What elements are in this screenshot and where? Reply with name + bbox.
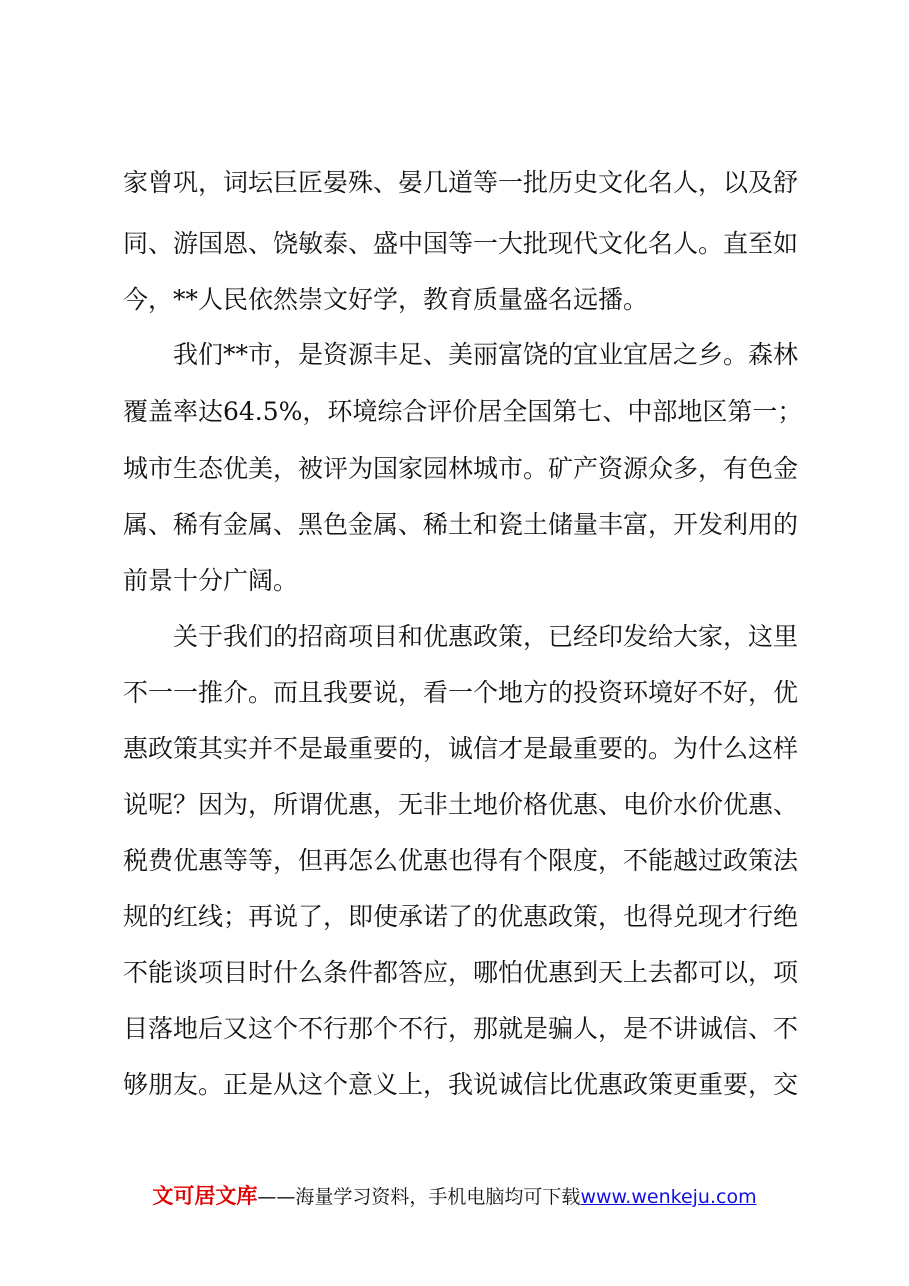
footer-slogan: 海量学习资料，手机电脑均可下载: [295, 1186, 581, 1208]
paragraph-line: 不能谈项目时什么条件都答应，哪怕优惠到天上去都可以，项: [123, 958, 799, 987]
paragraph-line: 说呢？因为，所谓优惠，无非土地价格优惠、电价水价优惠、: [123, 790, 799, 819]
paragraph-line: 家曾巩，词坛巨匠晏殊、晏几道等一批历史文化名人，以及舒: [123, 168, 799, 197]
paragraph-line: 关于我们的招商项目和优惠政策，已经印发给大家，这里: [173, 622, 799, 651]
footer-brand: 文可居文库: [152, 1184, 258, 1208]
paragraph-line: 税费优惠等等，但再怎么优惠也得有个限度，不能越过政策法: [123, 846, 799, 875]
footer-url-link[interactable]: www.wenkeju.com: [580, 1186, 757, 1208]
footer-dash: ——: [257, 1186, 296, 1208]
paragraph-line: 属、稀有金属、黑色金属、稀土和瓷土储量丰富，开发利用的: [123, 510, 799, 539]
paragraph-line: 够朋友。正是从这个意义上，我说诚信比优惠政策更重要，交: [123, 1070, 799, 1099]
paragraph-line: 同、游国恩、饶敏泰、盛中国等一大批现代文化名人。直至如: [123, 229, 799, 258]
footer-banner: [0, 1180, 909, 1212]
paragraph-line: 规的红线；再说了，即使承诺了的优惠政策，也得兑现才行绝: [123, 902, 799, 931]
paragraph-line: 惠政策其实并不是最重要的，诚信才是最重要的。为什么这样: [123, 734, 799, 763]
paragraph-line: 前景十分广阔。: [123, 566, 299, 595]
paragraph-line: 今，**人民依然崇文好学，教育质量盛名远播。: [123, 285, 649, 314]
paragraph-line: 不一一推介。而且我要说，看一个地方的投资环境好不好，优: [123, 678, 799, 707]
paragraph-line: 目落地后又这个不行那个不行，那就是骗人，是不讲诚信、不: [123, 1014, 799, 1043]
paragraph-line: 覆盖率达64.5%，环境综合评价居全国第七、中部地区第一；: [123, 397, 803, 426]
paragraph-line: 我们**市，是资源丰足、美丽富饶的宜业宜居之乡。森林: [173, 340, 799, 369]
paragraph-line: 城市生态优美，被评为国家园林城市。矿产资源众多，有色金: [123, 454, 799, 483]
